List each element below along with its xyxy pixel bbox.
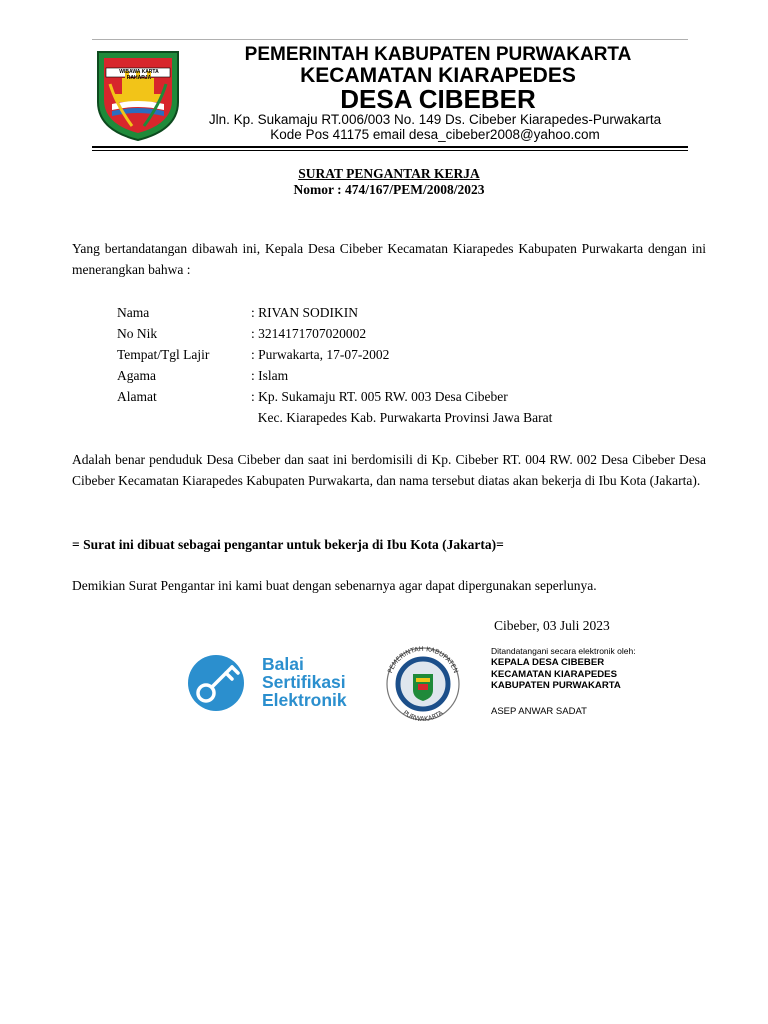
signing-date: Cibeber, 03 Juli 2023 <box>494 618 610 633</box>
regency-emblem-logo <box>92 44 184 144</box>
closing-paragraph: Demikian Surat Pengantar ini kami buat dengan sebenarnya agar dapat dipergunakan seperlunya. <box>72 578 597 593</box>
seal-top-text: PEMERINTAH KABUPATEN <box>386 646 460 675</box>
field-label: Agama <box>117 368 156 383</box>
signer-position: KEPALA DESA CIBEBER <box>491 657 605 668</box>
field-row-address <box>117 386 677 407</box>
bse-line: Balai <box>262 654 304 674</box>
signer-position: KABUPATEN PURWAKARTA <box>491 680 621 691</box>
field-value: : Islam <box>251 368 289 383</box>
field-value: : Kp. Sukamaju RT. 005 RW. 003 Desa Cibeber <box>251 389 508 404</box>
field-label: Alamat <box>117 389 157 404</box>
field-value: : RIVAN SODIKIN <box>251 305 359 320</box>
field-label: Tempat/Tgl Lajir <box>117 347 210 362</box>
intro-paragraph: Yang bertandatangan dibawah ini, Kepala Desa Cibeber Kecamatan Kiarapedes Kabupaten Purwakarta dengan ini menerangkan bahwa : <box>72 241 706 277</box>
regency-seal-logo <box>378 646 468 722</box>
bse-key-icon <box>184 653 254 713</box>
signer-position: KECAMATAN KIARAPEDES <box>491 668 617 680</box>
contact-line: Kode Pos 41175 email desa_cibeber2008@yahoo.com <box>270 127 600 142</box>
field-row-religion <box>117 365 677 386</box>
field-value: : Purwakarta, 17-07-2002 <box>251 347 390 362</box>
field-label <box>117 407 251 428</box>
field-row-name <box>117 302 677 323</box>
field-value: : 3214171707020002 <box>251 326 367 341</box>
signed-by-caption: Ditandatangani secara elektronik oleh: <box>491 646 636 656</box>
field-label: Nama <box>117 305 150 320</box>
letterhead-government: PEMERINTAH KABUPATEN PURWAKARTA <box>244 44 632 65</box>
bse-line: Elektronik <box>262 690 347 710</box>
letterhead-rule-thick <box>92 146 688 148</box>
field-row-nik <box>117 323 677 344</box>
letterhead-village: DESA CIBEBER <box>340 84 536 114</box>
top-divider <box>92 39 688 40</box>
field-row-address-cont <box>117 407 677 428</box>
signer-name: ASEP ANWAR SADAT <box>491 705 587 717</box>
document-number: Nomor : 474/167/PEM/2008/2023 <box>293 182 485 197</box>
bse-line: Sertifikasi <box>262 672 346 692</box>
document-title: SURAT PENGANTAR KERJA <box>298 166 480 181</box>
address-line: Jln. Kp. Sukamaju RT.006/003 No. 149 Ds. Cibeber Kiarapedes-Purwakarta <box>208 112 662 127</box>
purpose-note: = Surat ini dibuat sebagai pengantar untuk bekerja di Ibu Kota (Jakarta)= <box>72 537 504 552</box>
body-paragraph: Adalah benar penduduk Desa Cibeber dan saat ini berdomisili di Kp. Cibeber RT. 004 RW. 002 Desa Cibeber Desa Cibeber Kecamatan Kiarapedes Kabupaten Purwakarta, dan nama tersebut diatas akan bekerja di Ibu Kota (Jakarta). <box>72 452 706 488</box>
logo-banner-text: WIBAWA KARTA RAHARJA <box>119 69 159 81</box>
field-value: Kec. Kiarapedes Kab. Purwakarta Provinsi Jawa Barat <box>251 410 553 425</box>
letterhead-district: KECAMATAN KIARAPEDES <box>300 64 576 87</box>
identity-fields <box>117 302 677 428</box>
seal-bottom-text: PURWAKARTA <box>401 708 445 722</box>
bse-wordmark <box>262 655 347 709</box>
signer-info <box>491 645 661 717</box>
field-row-birth <box>117 344 677 365</box>
letterhead-rule-thin <box>92 150 688 151</box>
letterhead-address <box>190 112 680 142</box>
field-label: No Nik <box>117 326 158 341</box>
